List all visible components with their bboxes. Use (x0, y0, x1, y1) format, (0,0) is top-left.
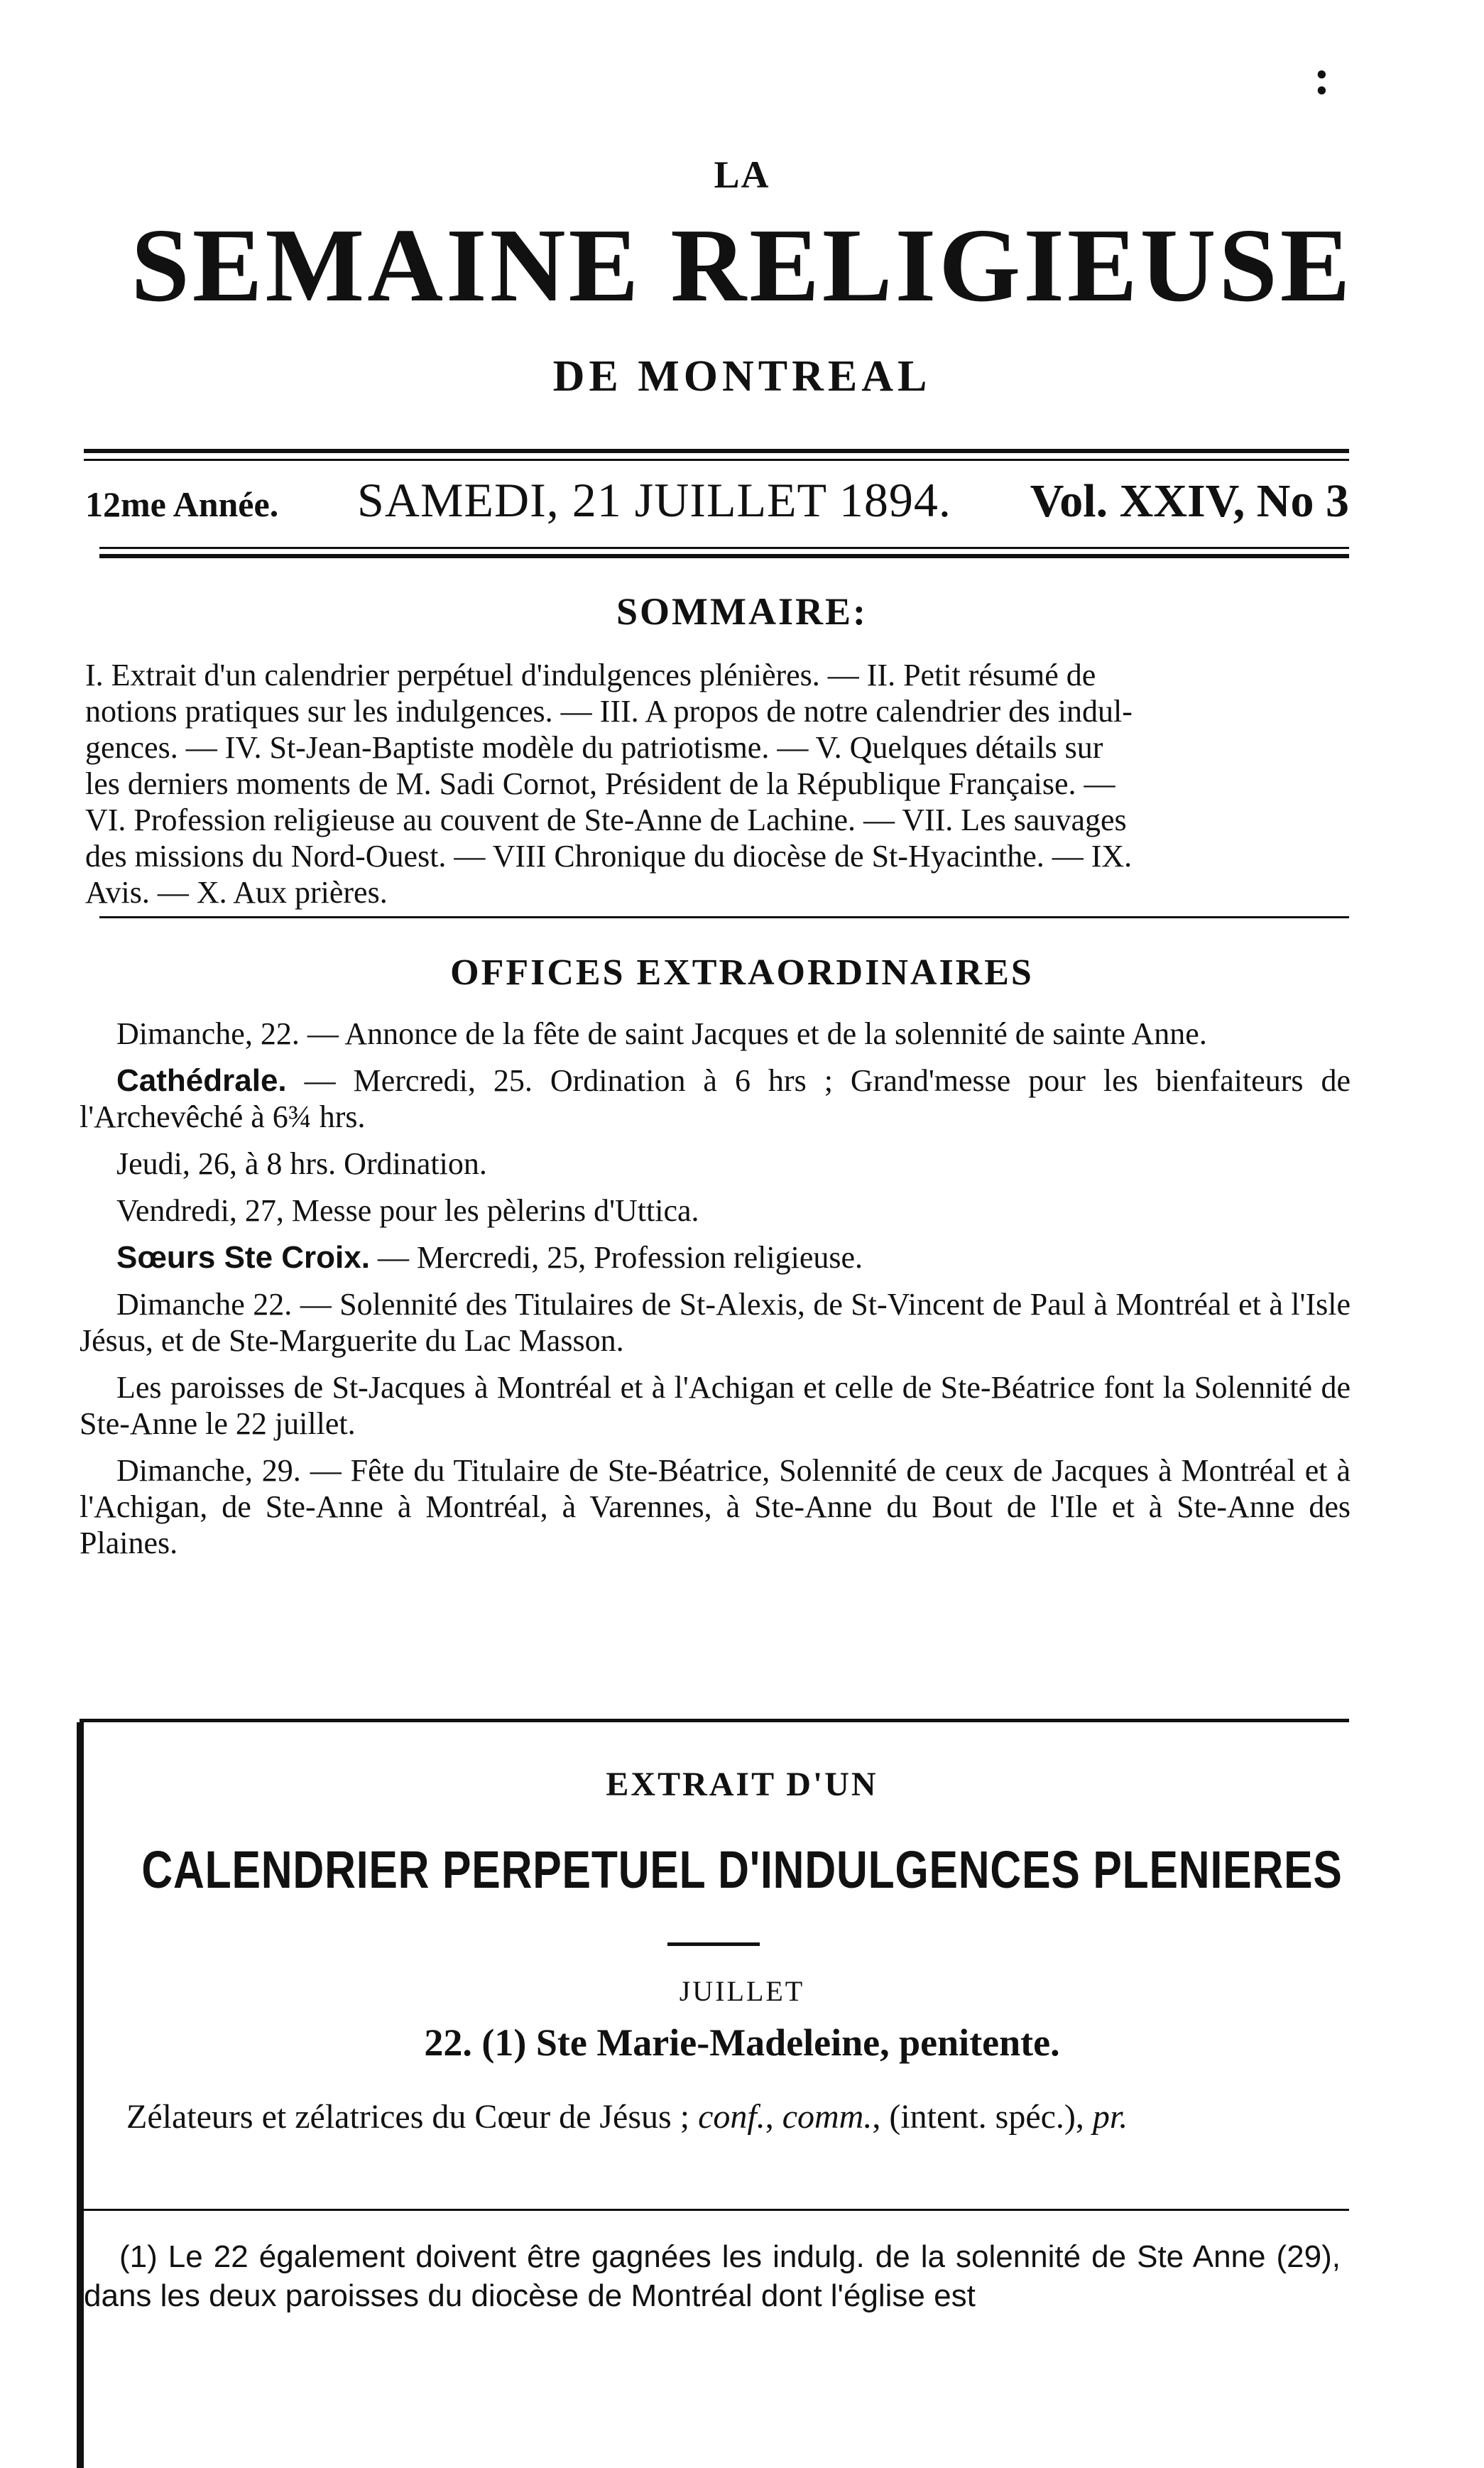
office-entry (80, 1452, 1351, 1561)
article-title-divider (667, 1942, 760, 1946)
article-kicker: EXTRAIT D'UN (606, 1766, 878, 1803)
masthead-rule-top-2 (84, 459, 1349, 461)
office-entry (80, 1062, 1351, 1135)
sommaire-line: I. Extrait d'un calendrier perpétuel d'indulgences plénières. — II. Petit résumé de (85, 658, 1096, 692)
offices-divider (80, 1719, 1349, 1722)
office-entry (80, 1286, 1351, 1359)
zelateurs-conf: conf. (698, 2098, 765, 2136)
article-footnote: (1) Le 22 également doivent être gagnées les indulg. de la solennité de Ste Anne (29), dans les deux paroisses du diocèse de Montréal dont l'église est (84, 2239, 1341, 2313)
zelateurs-lead: Zélateurs et zélatrices du Cœur de Jésus ; (126, 2098, 699, 2136)
office-entry (80, 1192, 1351, 1229)
masthead-title: SEMAINE RELIGIEUSE (131, 207, 1353, 324)
office-label: Sœurs Ste Croix. (116, 1240, 370, 1275)
office-entry (80, 1369, 1351, 1442)
sommaire-line: VI. Profession religieuse au couvent de Ste-Anne de Lachine. — VII. Les sauvages (85, 803, 1127, 837)
office-text: — Mercredi, 25, Profession religieuse. (369, 1240, 863, 1275)
issue-volume: Vol. XXIV, No 3 (1030, 475, 1349, 527)
issue-year: 12me Année. (85, 484, 279, 524)
masthead-article: LA (714, 153, 770, 196)
sommaire-line: les derniers moments de M. Sadi Cornot, Président de la République Française. — (85, 766, 1115, 801)
sommaire-text (85, 657, 1349, 910)
offices-heading: OFFICES EXTRAORDINAIRES (450, 952, 1034, 993)
footnote-divider (84, 2209, 1349, 2211)
masthead-subtitle: DE MONTREAL (552, 352, 932, 401)
office-entry (80, 1146, 1351, 1182)
sommaire-line: des missions du Nord-Ouest. — VIII Chronique du diocèse de St-Hyacinthe. — IX. (85, 839, 1133, 874)
sommaire-line: Avis. — X. Aux prières. (85, 875, 388, 910)
zelateurs-rest: , (intent. spéc.), (872, 2098, 1093, 2136)
masthead-rule-top-1 (84, 449, 1349, 453)
office-label: Cathédrale. (116, 1063, 287, 1098)
sommaire-divider (99, 916, 1349, 918)
office-text: Jeudi, 26, à 8 hrs. Ordination. (116, 1146, 487, 1181)
corner-mark: : (1314, 50, 1331, 105)
sommaire-heading: SOMMAIRE: (616, 590, 868, 633)
article-title: CALENDRIER PERPETUEL D'INDULGENCES PLENIERES (141, 1840, 1343, 1899)
page-edge-bar (77, 1722, 84, 2468)
article-saint: 22. (1) Ste Marie-Madeleine, penitente. (424, 2021, 1060, 2064)
office-text: Dimanche, 29. — Fête du Titulaire de Ste-Béatrice, Solennité de ceux de Jacques à Montréal et à l'Achigan, de Ste-Anne à Montréal, à Varennes, à Ste-Anne du Bout de l'Ile et à Ste-Anne des Plaines. (80, 1453, 1351, 1560)
office-text: Vendredi, 27, Messe pour les pèlerins d'Uttica. (116, 1193, 699, 1228)
article-zelateurs: Zélateurs et zélatrices du Cœur de Jésus ; conf., comm., (intent. spéc.), pr. (126, 2098, 1128, 2136)
issue-date: SAMEDI, 21 JUILLET 1894. (357, 473, 951, 527)
office-text: Dimanche 22. — Solennité des Titulaires de St-Alexis, de St-Vincent de Paul à Montréal et à l'Isle Jésus, et de Ste-Marguerite du Lac Masson. (80, 1287, 1351, 1358)
office-entry (80, 1239, 1351, 1276)
office-text: Dimanche, 22. — Annonce de la fête de saint Jacques et de la solennité de sainte Anne. (116, 1016, 1207, 1051)
zelateurs-comm: comm. (782, 2098, 873, 2136)
office-entry (80, 1016, 1351, 1052)
zelateurs-pr: pr. (1092, 2098, 1128, 2136)
offices-list (80, 1016, 1351, 1572)
article-month: JUILLET (679, 1975, 805, 2007)
issue-line (85, 472, 1349, 528)
office-text: Les paroisses de St-Jacques à Montréal et à l'Achigan et celle de Ste-Béatrice font la Solennité de Ste-Anne le 22 juillet. (80, 1370, 1351, 1441)
sommaire-line: gences. — IV. St-Jean-Baptiste modèle du patriotisme. — V. Quelques détails sur (85, 730, 1103, 765)
office-text: — Mercredi, 25. Ordination à 6 hrs ; Grand'messe pour les bienfaiteurs de l'Archevêché à 6¾ hrs. (80, 1063, 1351, 1134)
issue-rule-bottom-2 (99, 554, 1349, 558)
sommaire-line: notions pratiques sur les indulgences. — III. A propos de notre calendrier des indul- (85, 694, 1133, 729)
issue-rule-bottom-1 (99, 547, 1349, 549)
